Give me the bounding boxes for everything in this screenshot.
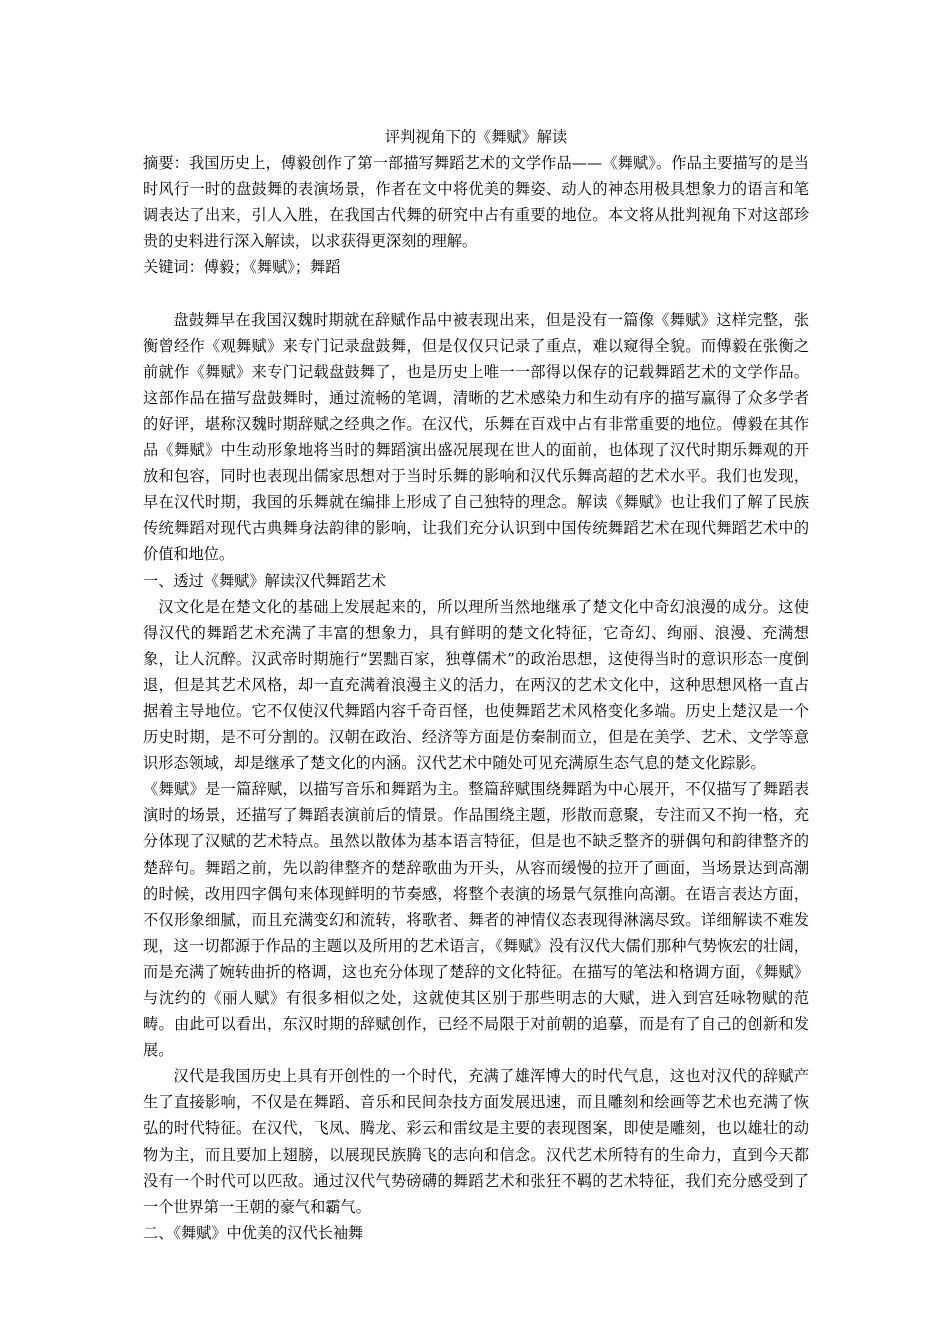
document-page xyxy=(143,124,809,1246)
document-title: 评判视角下的《舞赋》解读 xyxy=(384,128,568,146)
abstract-paragraph: 摘要：我国历史上，傅毅创作了第一部描写舞蹈艺术的文学作品——《舞赋》。作品主要描写的是当时风行一时的盘鼓舞的表演场景，作者在文中将优美的舞姿、动人的神态用极具想象力的语言和笔调表达了出来，引人入胜，在我国古代舞的研究中占有重要的地位。本文将从批判视角下对这部珍贵的史料进行深入解读，以求获得更深刻的理解。 xyxy=(143,154,809,251)
keywords-line: 关键词：傅毅；《舞赋》；舞蹈 xyxy=(143,258,341,277)
blank-line xyxy=(143,281,809,307)
section1-paragraph-3: 汉代是我国历史上具有开创性的一个时代，充满了雄浑博大的时代气息，这也对汉代的辞赋产生了直接影响，不仅是在舞蹈、音乐和民间杂技方面发展迅速，而且雕刻和绘画等艺术也充满了恢弘的时代特征。在汉代，飞凤、腾龙、彩云和雷纹是主要的表现图案，即使是雕刻，也以雄壮的动物为主，而且要加上翅膀，以展现民族腾飞的志向和信念。汉代艺术所特有的生命力，直到今天都没有一个时代可以匹敌。通过汉代气势磅礴的舞蹈艺术和张狂不羁的艺术特征，我们充分感受到了一个世界第一王朝的豪气和霸气。 xyxy=(143,1067,809,1216)
section1-paragraph-2: 《舞赋》是一篇辞赋，以描写音乐和舞蹈为主。整篇辞赋围绕舞蹈为中心展开，不仅描写了舞蹈表演时的场景，还描写了舞蹈表演前后的情景。作品围绕主题，形散而意聚，专注而又不拘一格，充分体现了汉赋的艺术特点。虽然以散体为基本语言特征，但是也不缺乏整齐的骈偶句和韵律整齐的楚辞句。舞蹈之前，先以韵律整齐的楚辞歌曲为开头，从容而缓慢的拉开了画面，当场景达到高潮的时候，改用四字偶句来体现鲜明的节奏感，将整个表演的场景气氛推向高潮。在语言表达方面，不仅形象细腻，而且充满变幻和流转，将歌者、舞者的神情仪态表现得淋漓尽致。详细解读不难发现，这一切都源于作品的主题以及所用的艺术语言，《舞赋》没有汉代大儒们那种气势恢宏的壮阔，而是充满了婉转曲折的格调，这也充分体现了楚辞的文化特征。在描写的笔法和格调方面，《舞赋》与沈约的《丽人赋》有很多相似之处，这就使其区别于那些明志的大赋，进入到宫廷咏物赋的范畴。由此可以看出，东汉时期的辞赋创作，已经不局限于对前朝的追摹，而是有了自己的创新和发展。 xyxy=(143,780,809,1060)
section-heading-1: 一、透过《舞赋》解读汉代舞蹈艺术 xyxy=(143,571,386,590)
intro-paragraph: 盘鼓舞早在我国汉魏时期就在辞赋作品中被表现出来，但是没有一篇像《舞赋》这样完整，张衡曾经作《观舞赋》来专门记录盘鼓舞，但是仅仅只记录了重点，难以窥得全貌。而傅毅在张衡之前就作《舞赋》来专门记载盘鼓舞了，也是历史上唯一一部得以保存的记载舞蹈艺术的文学作品。这部作品在描写盘鼓舞时，通过流畅的笔调，清晰的艺术感染力和生动有序的描写赢得了众多学者的好评，堪称汉魏时期辞赋之经典之作。在汉代，乐舞在百戏中占有非常重要的地位。傅毅在其作品《舞赋》中生动形象地将当时的舞蹈演出盛况展现在世人的面前，也体现了汉代时期乐舞观的开放和包容，同时也表现出儒家思想对于当时乐舞的影响和汉代乐舞高超的艺术水平。我们也发现，早在汉代时期，我国的乐舞就在编排上形成了自己独特的理念。解读《舞赋》也让我们了解了民族传统舞蹈对现代古典舞身法韵律的影响，让我们充分认识到中国传统舞蹈艺术在现代舞蹈艺术中的价值和地位。 xyxy=(143,310,809,564)
section-heading-2: 二、《舞赋》中优美的汉代长袖舞 xyxy=(143,1223,364,1242)
section1-paragraph-1: 汉文化是在楚文化的基础上发展起来的，所以理所当然地继承了楚文化中奇幻浪漫的成分。这使得汉代的舞蹈艺术充满了丰富的想象力，具有鲜明的楚文化特征，它奇幻、绚丽、浪漫、充满想象，让人沉醉。汉武帝时期施行“罢黜百家，独尊儒术”的政治思想，这使得当时的意识形态一度倒退，但是其艺术风格，却一直充满着浪漫主义的活力，在两汉的艺术文化中，这种思想风格一直占据着主导地位。它不仅使汉代舞蹈内容千奇百怪，也使舞蹈艺术风格变化多端。历史上楚汉是一个历史时期，是不可分割的。汉朝在政治、经济等方面是仿秦制而立，但是在美学、艺术、文学等意识形态领域，却是继承了楚文化的内涵。汉代艺术中随处可见充满原生态气息的楚文化踪影。 xyxy=(143,597,809,773)
